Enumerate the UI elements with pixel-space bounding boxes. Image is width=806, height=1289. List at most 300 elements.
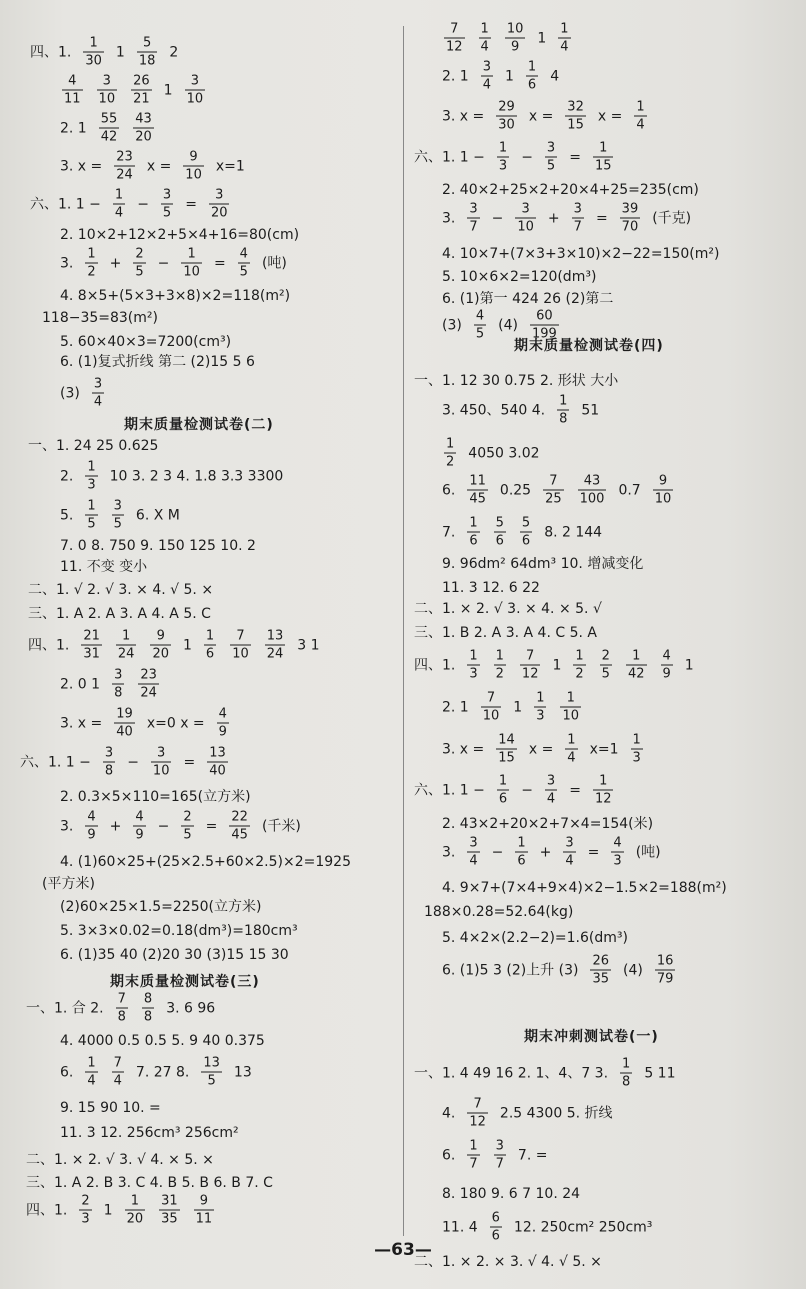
answer-text: 3. 6 96 bbox=[166, 1000, 216, 1016]
answer-row bbox=[60, 924, 298, 938]
answer-text: (4) bbox=[623, 962, 643, 978]
column-divider bbox=[403, 26, 404, 1236]
answer-row bbox=[60, 855, 351, 869]
answer-text: = bbox=[213, 255, 226, 271]
fraction: $\frac{1}{3}$ bbox=[632, 732, 641, 766]
fraction: $\frac{3}{4}$ bbox=[93, 376, 103, 410]
fraction: $\frac{2}{5}$ bbox=[601, 648, 610, 682]
fraction: $\frac{3}{8}$ bbox=[104, 745, 114, 779]
answer-row bbox=[442, 955, 677, 986]
answer-text: 12. 250cm² 250cm³ bbox=[513, 1219, 653, 1235]
fraction: $\frac{31}{35}$ bbox=[161, 1193, 178, 1227]
answer-row bbox=[28, 439, 158, 453]
answer-text: (平方米) bbox=[42, 876, 95, 892]
fraction: $\frac{1}{3}$ bbox=[87, 459, 96, 493]
answer-text: = bbox=[205, 818, 218, 834]
answer-text: 1 bbox=[513, 699, 523, 715]
fraction: $\frac{4}{9}$ bbox=[218, 706, 227, 740]
answer-text: 3. x = bbox=[60, 715, 103, 731]
answer-row bbox=[60, 790, 251, 804]
fraction: $\frac{4}{9}$ bbox=[662, 648, 671, 682]
answer-row bbox=[60, 228, 299, 242]
answer-row bbox=[442, 881, 727, 895]
answer-text: 6. X M bbox=[135, 507, 180, 523]
fraction: $\frac{13}{40}$ bbox=[209, 745, 226, 779]
answer-text: 8. 180 9. 6 7 10. 24 bbox=[442, 1186, 581, 1202]
fraction: $\frac{1}{3}$ bbox=[498, 140, 508, 174]
answer-text: 5 11 bbox=[644, 1065, 676, 1081]
answer-row bbox=[442, 817, 653, 831]
answer-row bbox=[60, 669, 161, 700]
fraction: $\frac{39}{70}$ bbox=[621, 201, 639, 235]
answer-text: = bbox=[183, 754, 196, 770]
answer-text: 四、1. bbox=[26, 1202, 68, 1218]
answer-row bbox=[60, 378, 106, 409]
answer-text: + bbox=[539, 844, 552, 860]
fraction: $\frac{1}{6}$ bbox=[469, 515, 478, 549]
answer-row bbox=[442, 203, 691, 234]
fraction: $\frac{1}{10}$ bbox=[183, 246, 200, 280]
fraction: $\frac{1}{4}$ bbox=[560, 21, 569, 55]
answer-text: 1 bbox=[163, 82, 173, 98]
fraction: $\frac{26}{35}$ bbox=[592, 953, 610, 987]
answer-row bbox=[60, 335, 231, 349]
fraction: $\frac{1}{4}$ bbox=[636, 99, 645, 133]
answer-row bbox=[442, 1212, 652, 1243]
fraction: $\frac{7}{12}$ bbox=[469, 1096, 486, 1130]
answer-text: 4. 8×5+(5×3+3×8)×2=118(m²) bbox=[60, 288, 291, 304]
answer-text: 9. 15 90 10. = bbox=[60, 1100, 161, 1116]
answer-text: − bbox=[491, 210, 504, 226]
answer-row bbox=[424, 905, 573, 919]
answer-text: 一、1. 4 49 16 2. 1、4、7 3. bbox=[414, 1065, 609, 1081]
answer-row bbox=[442, 395, 599, 426]
answer-row bbox=[442, 1098, 613, 1129]
answer-text: − bbox=[491, 844, 504, 860]
answer-row bbox=[442, 475, 675, 506]
answer-text: 一、1. 合 2. bbox=[26, 1000, 104, 1016]
answer-text: x=1 bbox=[589, 741, 619, 757]
answer-text: 二、1. × 2. √ 3. √ 4. × 5. × bbox=[26, 1152, 214, 1168]
answer-row bbox=[442, 292, 613, 306]
fraction: $\frac{4}{9}$ bbox=[135, 809, 144, 843]
answer-row bbox=[60, 900, 261, 914]
answer-row bbox=[26, 1195, 216, 1226]
answer-text: 5. 3×3×0.02=0.18(dm³)=180cm³ bbox=[60, 923, 298, 939]
answer-text: 二、1. √ 2. √ 3. × 4. √ 5. × bbox=[28, 582, 214, 598]
answer-text: 4. 4000 0.5 0.5 5. 9 40 0.375 bbox=[60, 1033, 265, 1049]
answer-row bbox=[60, 113, 156, 144]
fraction: $\frac{1}{3}$ bbox=[469, 648, 478, 682]
answer-text: + bbox=[109, 818, 122, 834]
fraction: $\frac{3}{7}$ bbox=[469, 201, 478, 235]
answer-text: 4. (1)60×25+(25×2.5+60×2.5)×2=1925 bbox=[60, 854, 351, 870]
fraction: $\frac{1}{4}$ bbox=[87, 1055, 96, 1089]
answer-row bbox=[60, 75, 207, 106]
fraction: $\frac{4}{11}$ bbox=[64, 73, 81, 107]
page-number: —63— bbox=[374, 1240, 432, 1260]
answer-row bbox=[442, 23, 573, 54]
answer-text: 4. bbox=[442, 1105, 456, 1121]
answer-row bbox=[60, 1057, 252, 1088]
answer-text: 7. bbox=[442, 524, 456, 540]
fraction: $\frac{1}{30}$ bbox=[85, 35, 102, 69]
fraction: $\frac{11}{45}$ bbox=[469, 473, 486, 507]
fraction: $\frac{1}{6}$ bbox=[527, 59, 537, 93]
fraction: $\frac{3}{10}$ bbox=[517, 201, 534, 235]
answer-text: 4 bbox=[550, 68, 560, 84]
answer-text: 3. bbox=[442, 844, 456, 860]
fraction: $\frac{4}{9}$ bbox=[87, 809, 96, 843]
answer-row bbox=[414, 626, 597, 640]
answer-text: 1 bbox=[115, 44, 125, 60]
answer-text: 4. 10×7+(7×3+3×10)×2−22=150(m²) bbox=[442, 246, 720, 262]
answer-text: 5. 4×2×(2.2−2)=1.6(dm³) bbox=[442, 930, 628, 946]
answer-text: 0.25 bbox=[499, 482, 532, 498]
answer-row bbox=[442, 61, 559, 92]
fraction: $\frac{23}{24}$ bbox=[116, 149, 133, 183]
answer-text: 2. 40×2+25×2+20×4+25=235(cm) bbox=[442, 182, 699, 198]
fraction: $\frac{43}{100}$ bbox=[579, 473, 605, 507]
fraction: $\frac{1}{4}$ bbox=[114, 187, 124, 221]
answer-text: 1 bbox=[552, 657, 562, 673]
fraction: $\frac{1}{6}$ bbox=[498, 773, 508, 807]
answer-row bbox=[60, 1101, 161, 1115]
answer-text: 188×0.28=52.64(kg) bbox=[424, 904, 574, 920]
answer-text: 六、1. 1 − bbox=[30, 196, 101, 212]
fraction: $\frac{13}{5}$ bbox=[203, 1055, 220, 1089]
answer-text: 6. bbox=[60, 1064, 74, 1080]
answer-row bbox=[442, 931, 628, 945]
answer-text: − bbox=[157, 255, 170, 271]
answer-row bbox=[414, 374, 618, 388]
answer-row bbox=[60, 151, 245, 182]
answer-row bbox=[60, 560, 147, 574]
fraction: $\frac{1}{6}$ bbox=[205, 628, 215, 662]
fraction: $\frac{1}{2}$ bbox=[87, 246, 96, 280]
fraction: $\frac{3}{4}$ bbox=[565, 835, 574, 869]
answer-text: 2 bbox=[169, 44, 179, 60]
answer-row bbox=[30, 37, 178, 68]
fraction: $\frac{3}{10}$ bbox=[186, 73, 204, 107]
fraction: $\frac{7}{25}$ bbox=[545, 473, 562, 507]
answer-text: 六、1. 1 − bbox=[414, 782, 485, 798]
fraction: $\frac{10}{9}$ bbox=[506, 21, 524, 55]
answer-text: + bbox=[109, 255, 122, 271]
fraction: $\frac{7}{12}$ bbox=[446, 21, 463, 55]
fraction: $\frac{3}{7}$ bbox=[495, 1138, 504, 1172]
answer-text: 118−35=83(m²) bbox=[42, 310, 158, 326]
fraction: $\frac{26}{21}$ bbox=[133, 73, 150, 107]
answer-text: 11. 不变 变小 bbox=[60, 559, 148, 575]
answer-text: 二、1. × 2. √ 3. × 4. × 5. √ bbox=[414, 601, 602, 617]
answer-text: 6. (1)35 40 (2)20 30 (3)15 15 30 bbox=[60, 947, 289, 963]
fraction: $\frac{3}{5}$ bbox=[162, 187, 172, 221]
answer-text: 2. 1 bbox=[442, 68, 469, 84]
answer-text: 11. 3 12. 6 22 bbox=[442, 580, 540, 596]
answer-text: 11. 4 bbox=[442, 1219, 478, 1235]
fraction: $\frac{3}{10}$ bbox=[98, 73, 116, 107]
answer-row bbox=[442, 692, 583, 723]
answer-text: − bbox=[127, 754, 139, 770]
fraction: $\frac{60}{199}$ bbox=[531, 308, 557, 342]
fraction: $\frac{2}{5}$ bbox=[183, 809, 192, 843]
fraction: $\frac{1}{4}$ bbox=[567, 732, 576, 766]
fraction: $\frac{1}{4}$ bbox=[480, 21, 489, 55]
answer-text: 4. 9×7+(7×4+9×4)×2−1.5×2=188(m²) bbox=[442, 880, 727, 896]
answer-text: 3. 450、540 4. bbox=[442, 402, 546, 418]
answer-row bbox=[442, 837, 661, 868]
section-title: 期末质量检测试卷(四) bbox=[514, 338, 664, 354]
answer-text: 2. 0.3×5×110=165(立方米) bbox=[60, 789, 251, 805]
answer-text: (千克) bbox=[652, 210, 692, 226]
answer-text: 3. bbox=[442, 210, 456, 226]
fraction: $\frac{9}{11}$ bbox=[195, 1193, 213, 1227]
fraction: $\frac{22}{45}$ bbox=[231, 809, 248, 843]
answer-text: (3) bbox=[442, 317, 462, 333]
fraction: $\frac{43}{20}$ bbox=[135, 111, 152, 145]
answer-row bbox=[442, 517, 602, 548]
answer-row bbox=[414, 602, 602, 616]
fraction: $\frac{6}{6}$ bbox=[491, 1210, 500, 1244]
fraction: $\frac{4}{5}$ bbox=[475, 308, 485, 342]
answer-text: 5. bbox=[60, 507, 74, 523]
answer-text: 8. 2 144 bbox=[544, 524, 603, 540]
answer-text: 2. 43×2+20×2+7×4=154(米) bbox=[442, 816, 654, 832]
answer-text: = bbox=[569, 782, 581, 798]
fraction: $\frac{19}{40}$ bbox=[116, 706, 133, 740]
answer-row bbox=[26, 1153, 214, 1167]
answer-text: (4) bbox=[498, 317, 518, 333]
answer-row bbox=[26, 1176, 273, 1190]
answer-row bbox=[20, 747, 230, 778]
answer-text: 六、1. 1 − bbox=[414, 149, 485, 165]
fraction: $\frac{1}{5}$ bbox=[87, 498, 96, 532]
answer-text: 2. 10×2+12×2+5×4+16=80(cm) bbox=[60, 227, 300, 243]
answer-row bbox=[60, 708, 231, 739]
answer-text: (3) bbox=[60, 385, 80, 401]
fraction: $\frac{7}{4}$ bbox=[113, 1055, 122, 1089]
fraction: $\frac{55}{42}$ bbox=[100, 111, 118, 145]
answer-text: 0.7 bbox=[618, 482, 641, 498]
fraction: $\frac{4}{5}$ bbox=[239, 246, 248, 280]
answer-text: 一、1. 24 25 0.625 bbox=[28, 438, 159, 454]
fraction: $\frac{1}{8}$ bbox=[622, 1056, 631, 1090]
answer-text: 6. (1)第一 424 26 (2)第二 bbox=[442, 291, 614, 307]
answer-row bbox=[42, 877, 95, 891]
answer-text: (2)60×25×1.5=2250(立方米) bbox=[60, 899, 262, 915]
answer-text: x = bbox=[528, 108, 554, 124]
answer-row bbox=[442, 270, 596, 284]
answer-text: 3. x = bbox=[442, 741, 485, 757]
answer-row bbox=[442, 310, 561, 341]
answer-text: 3 1 bbox=[297, 637, 320, 653]
fraction: $\frac{1}{2}$ bbox=[495, 648, 504, 682]
fraction: $\frac{1}{2}$ bbox=[575, 648, 584, 682]
answer-row bbox=[442, 734, 645, 765]
answer-text: 六、1. 1 − bbox=[20, 754, 91, 770]
answer-text: − bbox=[521, 149, 533, 165]
answer-text: 三、1. B 2. A 3. A 4. C 5. A bbox=[414, 625, 597, 641]
answer-text: 6. (1)复式折线 第二 (2)15 5 6 bbox=[60, 354, 255, 370]
answer-text: 6. bbox=[442, 1147, 456, 1163]
fraction: $\frac{5}{6}$ bbox=[521, 515, 531, 549]
answer-row bbox=[60, 461, 283, 492]
fraction: $\frac{2}{3}$ bbox=[81, 1193, 90, 1227]
fraction: $\frac{4}{3}$ bbox=[613, 835, 622, 869]
fraction: $\frac{1}{3}$ bbox=[536, 690, 545, 724]
answer-text: = bbox=[587, 844, 600, 860]
answer-row bbox=[442, 1140, 547, 1171]
section-title: 期末质量检测试卷(三) bbox=[110, 974, 260, 990]
answer-text: 6. bbox=[442, 482, 456, 498]
fraction: $\frac{3}{5}$ bbox=[113, 498, 122, 532]
fraction: $\frac{1}{20}$ bbox=[126, 1193, 144, 1227]
fraction: $\frac{3}{5}$ bbox=[546, 140, 556, 174]
answer-row bbox=[30, 189, 231, 220]
answer-text: 四、1. bbox=[28, 637, 70, 653]
answer-text: 9. 96dm² 64dm³ 10. 增减变化 bbox=[442, 556, 644, 572]
answer-text: x=0 x = bbox=[146, 715, 205, 731]
answer-text: + bbox=[547, 210, 560, 226]
fraction: $\frac{1}{8}$ bbox=[559, 393, 568, 427]
answer-text: 11. 3 12. 256cm³ 256cm² bbox=[60, 1125, 239, 1141]
answer-text: 1 bbox=[103, 1202, 113, 1218]
answer-text: 2. bbox=[60, 468, 74, 484]
answer-row bbox=[60, 500, 180, 531]
answer-text: 3. x = bbox=[60, 158, 103, 174]
answer-text: 四、1. bbox=[414, 657, 456, 673]
answer-text: = bbox=[569, 149, 581, 165]
section-title: 期末质量检测试卷(二) bbox=[124, 417, 274, 433]
fraction: $\frac{9}{20}$ bbox=[152, 628, 169, 662]
answer-text: 2. 1 bbox=[60, 120, 87, 136]
fraction: $\frac{8}{8}$ bbox=[143, 991, 153, 1025]
answer-text: 3. bbox=[60, 255, 74, 271]
fraction: $\frac{3}{4}$ bbox=[482, 59, 491, 93]
answer-row bbox=[60, 355, 255, 369]
answer-row bbox=[442, 1187, 580, 1201]
answer-row bbox=[414, 142, 615, 173]
answer-text: − bbox=[157, 818, 170, 834]
answer-text: 4050 3.02 bbox=[468, 445, 540, 461]
answer-row bbox=[60, 539, 256, 553]
answer-row bbox=[42, 311, 158, 325]
answer-row bbox=[60, 248, 287, 279]
answer-text: 6. (1)5 3 (2)上升 (3) bbox=[442, 962, 579, 978]
fraction: $\frac{1}{24}$ bbox=[117, 628, 135, 662]
fraction: $\frac{3}{7}$ bbox=[573, 201, 582, 235]
answer-text: x = bbox=[597, 108, 623, 124]
answer-text: 7. = bbox=[517, 1147, 548, 1163]
answer-row bbox=[60, 811, 301, 842]
answer-text: 2. 1 bbox=[442, 699, 469, 715]
answer-text: (吨) bbox=[635, 844, 661, 860]
answer-text: 10 3. 2 3 4. 1.8 3.3 3300 bbox=[109, 468, 284, 484]
answer-text: − bbox=[521, 782, 533, 798]
fraction: $\frac{1}{10}$ bbox=[562, 690, 580, 724]
answer-text: 2. 0 1 bbox=[60, 676, 101, 692]
answer-text: − bbox=[137, 196, 149, 212]
answer-row bbox=[26, 993, 215, 1024]
answer-text: 1 bbox=[183, 637, 192, 653]
answer-row bbox=[442, 438, 540, 469]
answer-text: 三、1. A 2. A 3. A 4. A 5. C bbox=[28, 606, 211, 622]
answer-row bbox=[442, 557, 643, 571]
fraction: $\frac{3}{20}$ bbox=[210, 187, 228, 221]
answer-row bbox=[442, 247, 719, 261]
answer-text: 51 bbox=[581, 402, 600, 418]
answer-text: 四、1. bbox=[30, 44, 72, 60]
fraction: $\frac{3}{4}$ bbox=[546, 773, 556, 807]
fraction: $\frac{1}{12}$ bbox=[594, 773, 612, 807]
answer-row bbox=[28, 583, 213, 597]
fraction: $\frac{23}{24}$ bbox=[140, 667, 157, 701]
answer-row bbox=[28, 607, 211, 621]
answer-row bbox=[442, 581, 540, 595]
answer-text: = bbox=[595, 210, 608, 226]
fraction: $\frac{3}{4}$ bbox=[469, 835, 478, 869]
fraction: $\frac{1}{15}$ bbox=[594, 140, 612, 174]
answer-text: 7. 27 8. bbox=[135, 1064, 190, 1080]
fraction: $\frac{13}{24}$ bbox=[266, 628, 284, 662]
answer-text: = bbox=[185, 196, 197, 212]
fraction: $\frac{7}{10}$ bbox=[232, 628, 249, 662]
answer-row bbox=[414, 1058, 675, 1089]
fraction: $\frac{32}{15}$ bbox=[567, 99, 584, 133]
answer-text: x=1 bbox=[215, 158, 245, 174]
answer-text: x = bbox=[146, 158, 172, 174]
fraction: $\frac{1}{2}$ bbox=[446, 436, 455, 470]
fraction: $\frac{7}{8}$ bbox=[117, 991, 126, 1025]
answer-text: 二、1. × 2. × 3. √ 4. √ 5. × bbox=[414, 1254, 602, 1270]
answer-text: 7. 0 8. 750 9. 150 125 10. 2 bbox=[60, 538, 256, 554]
answer-row bbox=[442, 101, 649, 132]
answer-text: 3. x = bbox=[442, 108, 485, 124]
fraction: $\frac{14}{15}$ bbox=[498, 732, 515, 766]
answer-row bbox=[414, 775, 615, 806]
answer-text: x = bbox=[528, 741, 554, 757]
fraction: $\frac{29}{30}$ bbox=[498, 99, 515, 133]
fraction: $\frac{1}{42}$ bbox=[627, 648, 645, 682]
answer-text: 1 bbox=[684, 657, 694, 673]
answer-text: 1 bbox=[505, 68, 514, 84]
answer-text: 3. bbox=[60, 818, 74, 834]
fraction: $\frac{1}{6}$ bbox=[517, 835, 526, 869]
fraction: $\frac{5}{6}$ bbox=[495, 515, 504, 549]
answer-text: 5. 60×40×3=7200(cm³) bbox=[60, 334, 232, 350]
fraction: $\frac{21}{31}$ bbox=[83, 628, 100, 662]
fraction: $\frac{7}{12}$ bbox=[521, 648, 539, 682]
answer-text: 1 bbox=[537, 30, 547, 46]
answer-text: 2.5 4300 5. 折线 bbox=[499, 1105, 613, 1121]
answer-row bbox=[60, 948, 289, 962]
fraction: $\frac{5}{18}$ bbox=[138, 35, 156, 69]
answer-text: (吨) bbox=[261, 255, 287, 271]
answer-row bbox=[60, 1126, 239, 1140]
fraction: $\frac{7}{10}$ bbox=[482, 690, 500, 724]
fraction: $\frac{9}{10}$ bbox=[185, 149, 202, 183]
answer-text: 一、1. 12 30 0.75 2. 形状 大小 bbox=[414, 373, 619, 389]
answer-row bbox=[60, 1034, 265, 1048]
fraction: $\frac{9}{10}$ bbox=[654, 473, 672, 507]
answer-row bbox=[442, 183, 699, 197]
fraction: $\frac{16}{79}$ bbox=[656, 953, 674, 987]
answer-text: (千米) bbox=[261, 818, 301, 834]
answer-text: 5. 10×6×2=120(dm³) bbox=[442, 269, 597, 285]
fraction: $\frac{3}{8}$ bbox=[114, 667, 123, 701]
fraction: $\frac{3}{10}$ bbox=[152, 745, 170, 779]
